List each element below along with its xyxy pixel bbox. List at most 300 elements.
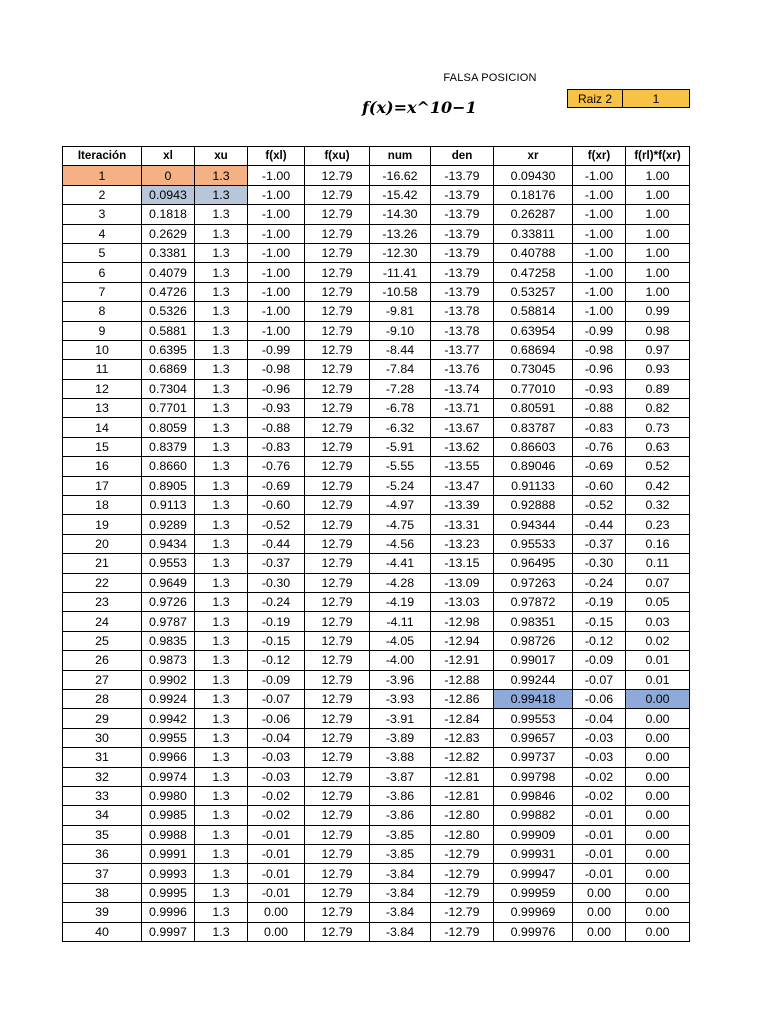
cell-num[interactable]: -3.84 (370, 883, 431, 902)
cell-xl[interactable]: 0.5881 (142, 321, 195, 340)
cell-fxl[interactable]: -0.60 (248, 496, 305, 515)
cell-xu[interactable]: 1.3 (195, 263, 248, 282)
cell-xr[interactable]: 0.86603 (494, 437, 573, 456)
cell-fxr[interactable]: -0.44 (573, 515, 626, 534)
cell-xu[interactable]: 1.3 (195, 651, 248, 670)
cell-xl[interactable]: 0.9113 (142, 496, 195, 515)
cell-num[interactable]: -3.84 (370, 864, 431, 883)
cell-den[interactable]: -13.79 (431, 166, 494, 185)
cell-fxu[interactable]: 12.79 (305, 418, 370, 437)
cell-xr[interactable]: 0.99909 (494, 825, 573, 844)
cell-fxr[interactable]: -0.93 (573, 379, 626, 398)
cell-xl[interactable]: 0.8379 (142, 437, 195, 456)
cell-den[interactable]: -12.79 (431, 883, 494, 902)
cell-den[interactable]: -12.80 (431, 825, 494, 844)
cell-iteracion[interactable]: 9 (63, 321, 142, 340)
cell-fxr[interactable]: -0.03 (573, 728, 626, 747)
cell-xu[interactable]: 1.3 (195, 360, 248, 379)
cell-xr[interactable]: 0.89046 (494, 457, 573, 476)
cell-product[interactable]: 0.00 (626, 767, 690, 786)
cell-num[interactable]: -3.85 (370, 845, 431, 864)
cell-fxl[interactable]: -0.98 (248, 360, 305, 379)
cell-fxr[interactable]: -0.60 (573, 476, 626, 495)
cell-xu[interactable]: 1.3 (195, 767, 248, 786)
cell-num[interactable]: -5.55 (370, 457, 431, 476)
cell-fxl[interactable]: -0.76 (248, 457, 305, 476)
cell-num[interactable]: -4.56 (370, 534, 431, 553)
cell-num[interactable]: -11.41 (370, 263, 431, 282)
cell-den[interactable]: -12.88 (431, 670, 494, 689)
cell-fxr[interactable]: -0.30 (573, 554, 626, 573)
cell-den[interactable]: -13.79 (431, 224, 494, 243)
cell-xu[interactable]: 1.3 (195, 922, 248, 941)
cell-product[interactable]: 0.02 (626, 631, 690, 650)
cell-den[interactable]: -12.79 (431, 864, 494, 883)
cell-den[interactable]: -13.23 (431, 534, 494, 553)
cell-num[interactable]: -16.62 (370, 166, 431, 185)
cell-xu[interactable]: 1.3 (195, 476, 248, 495)
cell-fxr[interactable]: -0.02 (573, 767, 626, 786)
cell-xl[interactable]: 0.7304 (142, 379, 195, 398)
cell-xr[interactable]: 0.99959 (494, 883, 573, 902)
cell-num[interactable]: -10.58 (370, 282, 431, 301)
cell-num[interactable]: -4.11 (370, 612, 431, 631)
cell-xl[interactable]: 0.9997 (142, 922, 195, 941)
cell-fxl[interactable]: -0.02 (248, 806, 305, 825)
cell-fxl[interactable]: -0.09 (248, 670, 305, 689)
cell-fxl[interactable]: -0.96 (248, 379, 305, 398)
cell-fxu[interactable]: 12.79 (305, 302, 370, 321)
cell-xl[interactable]: 0.3381 (142, 243, 195, 262)
cell-product[interactable]: 1.00 (626, 185, 690, 204)
cell-product[interactable]: 1.00 (626, 224, 690, 243)
cell-fxr[interactable]: -1.00 (573, 302, 626, 321)
cell-fxu[interactable]: 12.79 (305, 709, 370, 728)
cell-iteracion[interactable]: 20 (63, 534, 142, 553)
cell-fxl[interactable]: -0.07 (248, 689, 305, 708)
cell-iteracion[interactable]: 21 (63, 554, 142, 573)
cell-fxu[interactable]: 12.79 (305, 282, 370, 301)
cell-product[interactable]: 0.01 (626, 651, 690, 670)
cell-iteracion[interactable]: 14 (63, 418, 142, 437)
cell-fxl[interactable]: -0.01 (248, 825, 305, 844)
cell-fxl[interactable]: -0.37 (248, 554, 305, 573)
cell-iteracion[interactable]: 3 (63, 205, 142, 224)
cell-den[interactable]: -13.03 (431, 592, 494, 611)
cell-xr[interactable]: 0.73045 (494, 360, 573, 379)
cell-product[interactable]: 0.00 (626, 903, 690, 922)
cell-fxr[interactable]: -0.12 (573, 631, 626, 650)
cell-fxu[interactable]: 12.79 (305, 903, 370, 922)
cell-fxu[interactable]: 12.79 (305, 806, 370, 825)
cell-fxu[interactable]: 12.79 (305, 437, 370, 456)
cell-xl[interactable]: 0.9873 (142, 651, 195, 670)
cell-iteracion[interactable]: 29 (63, 709, 142, 728)
cell-xu[interactable]: 1.3 (195, 806, 248, 825)
cell-xl[interactable]: 0.9995 (142, 883, 195, 902)
cell-num[interactable]: -3.86 (370, 806, 431, 825)
cell-xl[interactable]: 0.8905 (142, 476, 195, 495)
cell-fxu[interactable]: 12.79 (305, 496, 370, 515)
cell-xl[interactable]: 0.8660 (142, 457, 195, 476)
cell-fxu[interactable]: 12.79 (305, 612, 370, 631)
cell-den[interactable]: -13.76 (431, 360, 494, 379)
header-fxl[interactable]: f(xl) (248, 147, 305, 166)
cell-xl[interactable]: 0.9289 (142, 515, 195, 534)
cell-iteracion[interactable]: 6 (63, 263, 142, 282)
cell-den[interactable]: -13.78 (431, 302, 494, 321)
cell-xr[interactable]: 0.99969 (494, 903, 573, 922)
cell-fxr[interactable]: 0.00 (573, 883, 626, 902)
cell-fxr[interactable]: -1.00 (573, 205, 626, 224)
cell-num[interactable]: -4.19 (370, 592, 431, 611)
cell-xu[interactable]: 1.3 (195, 302, 248, 321)
cell-iteracion[interactable]: 23 (63, 592, 142, 611)
cell-xr[interactable]: 0.47258 (494, 263, 573, 282)
cell-xl[interactable]: 0 (142, 166, 195, 185)
cell-xu[interactable]: 1.3 (195, 573, 248, 592)
cell-den[interactable]: -12.83 (431, 728, 494, 747)
cell-product[interactable]: 0.99 (626, 302, 690, 321)
cell-fxu[interactable]: 12.79 (305, 166, 370, 185)
cell-xu[interactable]: 1.3 (195, 825, 248, 844)
cell-fxl[interactable]: -0.19 (248, 612, 305, 631)
cell-xu[interactable]: 1.3 (195, 224, 248, 243)
cell-product[interactable]: 0.89 (626, 379, 690, 398)
cell-xr[interactable]: 0.97872 (494, 592, 573, 611)
cell-fxu[interactable]: 12.79 (305, 515, 370, 534)
cell-iteracion[interactable]: 22 (63, 573, 142, 592)
cell-den[interactable]: -12.79 (431, 903, 494, 922)
cell-xr[interactable]: 0.97263 (494, 573, 573, 592)
cell-product[interactable]: 0.98 (626, 321, 690, 340)
cell-xl[interactable]: 0.6869 (142, 360, 195, 379)
cell-den[interactable]: -13.79 (431, 263, 494, 282)
cell-iteracion[interactable]: 24 (63, 612, 142, 631)
cell-den[interactable]: -12.80 (431, 806, 494, 825)
cell-product[interactable]: 0.05 (626, 592, 690, 611)
cell-xr[interactable]: 0.09430 (494, 166, 573, 185)
cell-product[interactable]: 0.63 (626, 437, 690, 456)
cell-xr[interactable]: 0.99244 (494, 670, 573, 689)
cell-xr[interactable]: 0.98726 (494, 631, 573, 650)
cell-fxr[interactable]: -0.69 (573, 457, 626, 476)
cell-xu[interactable]: 1.3 (195, 845, 248, 864)
cell-iteracion[interactable]: 5 (63, 243, 142, 262)
cell-fxu[interactable]: 12.79 (305, 883, 370, 902)
cell-fxr[interactable]: -0.07 (573, 670, 626, 689)
cell-xl[interactable]: 0.9649 (142, 573, 195, 592)
cell-xr[interactable]: 0.40788 (494, 243, 573, 262)
cell-fxu[interactable]: 12.79 (305, 476, 370, 495)
cell-product[interactable]: 0.00 (626, 845, 690, 864)
cell-den[interactable]: -12.86 (431, 689, 494, 708)
cell-iteracion[interactable]: 34 (63, 806, 142, 825)
cell-fxu[interactable]: 12.79 (305, 399, 370, 418)
cell-fxr[interactable]: -0.19 (573, 592, 626, 611)
cell-iteracion[interactable]: 25 (63, 631, 142, 650)
cell-fxl[interactable]: -0.52 (248, 515, 305, 534)
cell-fxl[interactable]: -0.12 (248, 651, 305, 670)
cell-iteracion[interactable]: 16 (63, 457, 142, 476)
cell-den[interactable]: -13.79 (431, 185, 494, 204)
cell-num[interactable]: -3.84 (370, 903, 431, 922)
cell-fxl[interactable]: 0.00 (248, 903, 305, 922)
cell-num[interactable]: -12.30 (370, 243, 431, 262)
cell-xu[interactable]: 1.3 (195, 437, 248, 456)
cell-xr[interactable]: 0.26287 (494, 205, 573, 224)
cell-product[interactable]: 1.00 (626, 166, 690, 185)
cell-xu[interactable]: 1.3 (195, 282, 248, 301)
cell-xl[interactable]: 0.6395 (142, 340, 195, 359)
cell-fxr[interactable]: -0.52 (573, 496, 626, 515)
cell-product[interactable]: 0.23 (626, 515, 690, 534)
cell-num[interactable]: -3.93 (370, 689, 431, 708)
cell-fxr[interactable]: -1.00 (573, 185, 626, 204)
header-fxu[interactable]: f(xu) (305, 147, 370, 166)
cell-fxr[interactable]: -1.00 (573, 282, 626, 301)
cell-xu[interactable]: 1.3 (195, 515, 248, 534)
cell-xl[interactable]: 0.9966 (142, 748, 195, 767)
cell-fxu[interactable]: 12.79 (305, 689, 370, 708)
cell-den[interactable]: -13.74 (431, 379, 494, 398)
cell-xr[interactable]: 0.18176 (494, 185, 573, 204)
cell-fxr[interactable]: 0.00 (573, 903, 626, 922)
cell-xl[interactable]: 0.9991 (142, 845, 195, 864)
cell-xu[interactable]: 1.3 (195, 418, 248, 437)
cell-num[interactable]: -13.26 (370, 224, 431, 243)
cell-xl[interactable]: 0.9434 (142, 534, 195, 553)
cell-fxu[interactable]: 12.79 (305, 243, 370, 262)
cell-num[interactable]: -4.75 (370, 515, 431, 534)
cell-xl[interactable]: 0.9993 (142, 864, 195, 883)
cell-iteracion[interactable]: 10 (63, 340, 142, 359)
cell-fxu[interactable]: 12.79 (305, 864, 370, 883)
cell-xl[interactable]: 0.9988 (142, 825, 195, 844)
cell-xr[interactable]: 0.99737 (494, 748, 573, 767)
header-fxr[interactable]: f(xr) (573, 147, 626, 166)
cell-fxl[interactable]: -0.99 (248, 340, 305, 359)
cell-fxr[interactable]: -0.88 (573, 399, 626, 418)
cell-fxr[interactable]: -0.98 (573, 340, 626, 359)
cell-den[interactable]: -13.67 (431, 418, 494, 437)
cell-xl[interactable]: 0.8059 (142, 418, 195, 437)
cell-xu[interactable]: 1.3 (195, 728, 248, 747)
cell-num[interactable]: -8.44 (370, 340, 431, 359)
cell-fxl[interactable]: -0.04 (248, 728, 305, 747)
cell-num[interactable]: -9.10 (370, 321, 431, 340)
cell-product[interactable]: 0.52 (626, 457, 690, 476)
cell-iteracion[interactable]: 37 (63, 864, 142, 883)
cell-xr[interactable]: 0.99657 (494, 728, 573, 747)
cell-xu[interactable]: 1.3 (195, 399, 248, 418)
cell-num[interactable]: -9.81 (370, 302, 431, 321)
cell-num[interactable]: -5.91 (370, 437, 431, 456)
cell-xr[interactable]: 0.99846 (494, 786, 573, 805)
cell-xl[interactable]: 0.9974 (142, 767, 195, 786)
cell-xl[interactable]: 0.5326 (142, 302, 195, 321)
cell-xl[interactable]: 0.4726 (142, 282, 195, 301)
cell-fxl[interactable]: -0.06 (248, 709, 305, 728)
cell-fxl[interactable]: -1.00 (248, 263, 305, 282)
cell-den[interactable]: -12.98 (431, 612, 494, 631)
cell-xr[interactable]: 0.68694 (494, 340, 573, 359)
cell-fxu[interactable]: 12.79 (305, 360, 370, 379)
cell-fxl[interactable]: -0.30 (248, 573, 305, 592)
cell-fxu[interactable]: 12.79 (305, 205, 370, 224)
cell-xu[interactable]: 1.3 (195, 612, 248, 631)
cell-fxl[interactable]: -1.00 (248, 243, 305, 262)
cell-product[interactable]: 0.07 (626, 573, 690, 592)
cell-xr[interactable]: 0.92888 (494, 496, 573, 515)
header-iteracion[interactable]: Iteración (63, 147, 142, 166)
cell-product[interactable]: 0.97 (626, 340, 690, 359)
cell-fxu[interactable]: 12.79 (305, 767, 370, 786)
cell-fxu[interactable]: 12.79 (305, 321, 370, 340)
cell-xu[interactable]: 1.3 (195, 883, 248, 902)
cell-product[interactable]: 0.73 (626, 418, 690, 437)
cell-fxl[interactable]: -0.01 (248, 864, 305, 883)
cell-iteracion[interactable]: 11 (63, 360, 142, 379)
cell-den[interactable]: -12.84 (431, 709, 494, 728)
header-xl[interactable]: xl (142, 147, 195, 166)
cell-xu[interactable]: 1.3 (195, 496, 248, 515)
cell-product[interactable]: 0.42 (626, 476, 690, 495)
cell-fxu[interactable]: 12.79 (305, 825, 370, 844)
cell-den[interactable]: -12.81 (431, 786, 494, 805)
cell-xl[interactable]: 0.2629 (142, 224, 195, 243)
cell-product[interactable]: 0.11 (626, 554, 690, 573)
cell-num[interactable]: -5.24 (370, 476, 431, 495)
cell-num[interactable]: -4.41 (370, 554, 431, 573)
cell-xu[interactable]: 1.3 (195, 554, 248, 573)
cell-fxl[interactable]: -1.00 (248, 302, 305, 321)
cell-den[interactable]: -13.55 (431, 457, 494, 476)
cell-den[interactable]: -12.79 (431, 845, 494, 864)
cell-num[interactable]: -3.87 (370, 767, 431, 786)
cell-iteracion[interactable]: 17 (63, 476, 142, 495)
cell-fxl[interactable]: -0.03 (248, 748, 305, 767)
cell-xr[interactable]: 0.96495 (494, 554, 573, 573)
cell-fxu[interactable]: 12.79 (305, 379, 370, 398)
cell-xl[interactable]: 0.9835 (142, 631, 195, 650)
cell-fxr[interactable]: -0.01 (573, 864, 626, 883)
cell-den[interactable]: -12.94 (431, 631, 494, 650)
cell-den[interactable]: -13.79 (431, 282, 494, 301)
cell-fxl[interactable]: -0.88 (248, 418, 305, 437)
cell-product[interactable]: 0.93 (626, 360, 690, 379)
cell-fxl[interactable]: -0.83 (248, 437, 305, 456)
cell-fxr[interactable]: -0.06 (573, 689, 626, 708)
cell-xl[interactable]: 0.9787 (142, 612, 195, 631)
cell-num[interactable]: -6.78 (370, 399, 431, 418)
cell-den[interactable]: -13.77 (431, 340, 494, 359)
cell-xl[interactable]: 0.7701 (142, 399, 195, 418)
cell-den[interactable]: -13.79 (431, 243, 494, 262)
cell-num[interactable]: -6.32 (370, 418, 431, 437)
cell-fxr[interactable]: -0.83 (573, 418, 626, 437)
cell-num[interactable]: -3.86 (370, 786, 431, 805)
cell-xl[interactable]: 0.9980 (142, 786, 195, 805)
cell-den[interactable]: -13.15 (431, 554, 494, 573)
cell-fxl[interactable]: 0.00 (248, 922, 305, 941)
header-num[interactable]: num (370, 147, 431, 166)
cell-num[interactable]: -3.84 (370, 922, 431, 941)
cell-num[interactable]: -4.05 (370, 631, 431, 650)
cell-fxl[interactable]: -1.00 (248, 166, 305, 185)
cell-fxr[interactable]: -0.09 (573, 651, 626, 670)
cell-fxl[interactable]: -0.02 (248, 786, 305, 805)
cell-fxl[interactable]: -1.00 (248, 321, 305, 340)
cell-iteracion[interactable]: 30 (63, 728, 142, 747)
cell-product[interactable]: 0.00 (626, 864, 690, 883)
cell-fxu[interactable]: 12.79 (305, 340, 370, 359)
cell-fxu[interactable]: 12.79 (305, 786, 370, 805)
cell-fxl[interactable]: -0.44 (248, 534, 305, 553)
cell-iteracion[interactable]: 32 (63, 767, 142, 786)
cell-iteracion[interactable]: 4 (63, 224, 142, 243)
cell-num[interactable]: -3.96 (370, 670, 431, 689)
cell-xu[interactable]: 1.3 (195, 205, 248, 224)
cell-fxr[interactable]: -1.00 (573, 243, 626, 262)
cell-xr[interactable]: 0.95533 (494, 534, 573, 553)
cell-fxu[interactable]: 12.79 (305, 185, 370, 204)
cell-xr[interactable]: 0.99931 (494, 845, 573, 864)
cell-product[interactable]: 0.00 (626, 748, 690, 767)
cell-xu[interactable]: 1.3 (195, 321, 248, 340)
cell-fxr[interactable]: -0.04 (573, 709, 626, 728)
cell-fxl[interactable]: -1.00 (248, 205, 305, 224)
cell-iteracion[interactable]: 8 (63, 302, 142, 321)
cell-fxr[interactable]: -0.15 (573, 612, 626, 631)
cell-xr[interactable]: 0.98351 (494, 612, 573, 631)
cell-iteracion[interactable]: 38 (63, 883, 142, 902)
cell-fxr[interactable]: -0.99 (573, 321, 626, 340)
cell-fxl[interactable]: -0.69 (248, 476, 305, 495)
cell-fxu[interactable]: 12.79 (305, 554, 370, 573)
cell-iteracion[interactable]: 12 (63, 379, 142, 398)
cell-fxr[interactable]: -0.03 (573, 748, 626, 767)
cell-iteracion[interactable]: 40 (63, 922, 142, 941)
cell-iteracion[interactable]: 26 (63, 651, 142, 670)
cell-den[interactable]: -13.39 (431, 496, 494, 515)
cell-num[interactable]: -3.88 (370, 748, 431, 767)
cell-xl[interactable]: 0.9955 (142, 728, 195, 747)
cell-iteracion[interactable]: 36 (63, 845, 142, 864)
cell-xl[interactable]: 0.9553 (142, 554, 195, 573)
cell-xu[interactable]: 1.3 (195, 340, 248, 359)
cell-num[interactable]: -7.84 (370, 360, 431, 379)
cell-xr[interactable]: 0.99418 (494, 689, 573, 708)
cell-iteracion[interactable]: 39 (63, 903, 142, 922)
cell-xr[interactable]: 0.91133 (494, 476, 573, 495)
cell-den[interactable]: -13.09 (431, 573, 494, 592)
cell-product[interactable]: 1.00 (626, 243, 690, 262)
cell-num[interactable]: -3.91 (370, 709, 431, 728)
cell-xr[interactable]: 0.99976 (494, 922, 573, 941)
cell-xu[interactable]: 1.3 (195, 670, 248, 689)
cell-num[interactable]: -7.28 (370, 379, 431, 398)
cell-product[interactable]: 0.00 (626, 825, 690, 844)
cell-iteracion[interactable]: 31 (63, 748, 142, 767)
cell-fxl[interactable]: -0.93 (248, 399, 305, 418)
cell-xl[interactable]: 0.1818 (142, 205, 195, 224)
cell-den[interactable]: -13.78 (431, 321, 494, 340)
cell-xu[interactable]: 1.3 (195, 903, 248, 922)
cell-iteracion[interactable]: 33 (63, 786, 142, 805)
cell-xu[interactable]: 1.3 (195, 457, 248, 476)
cell-fxu[interactable]: 12.79 (305, 651, 370, 670)
